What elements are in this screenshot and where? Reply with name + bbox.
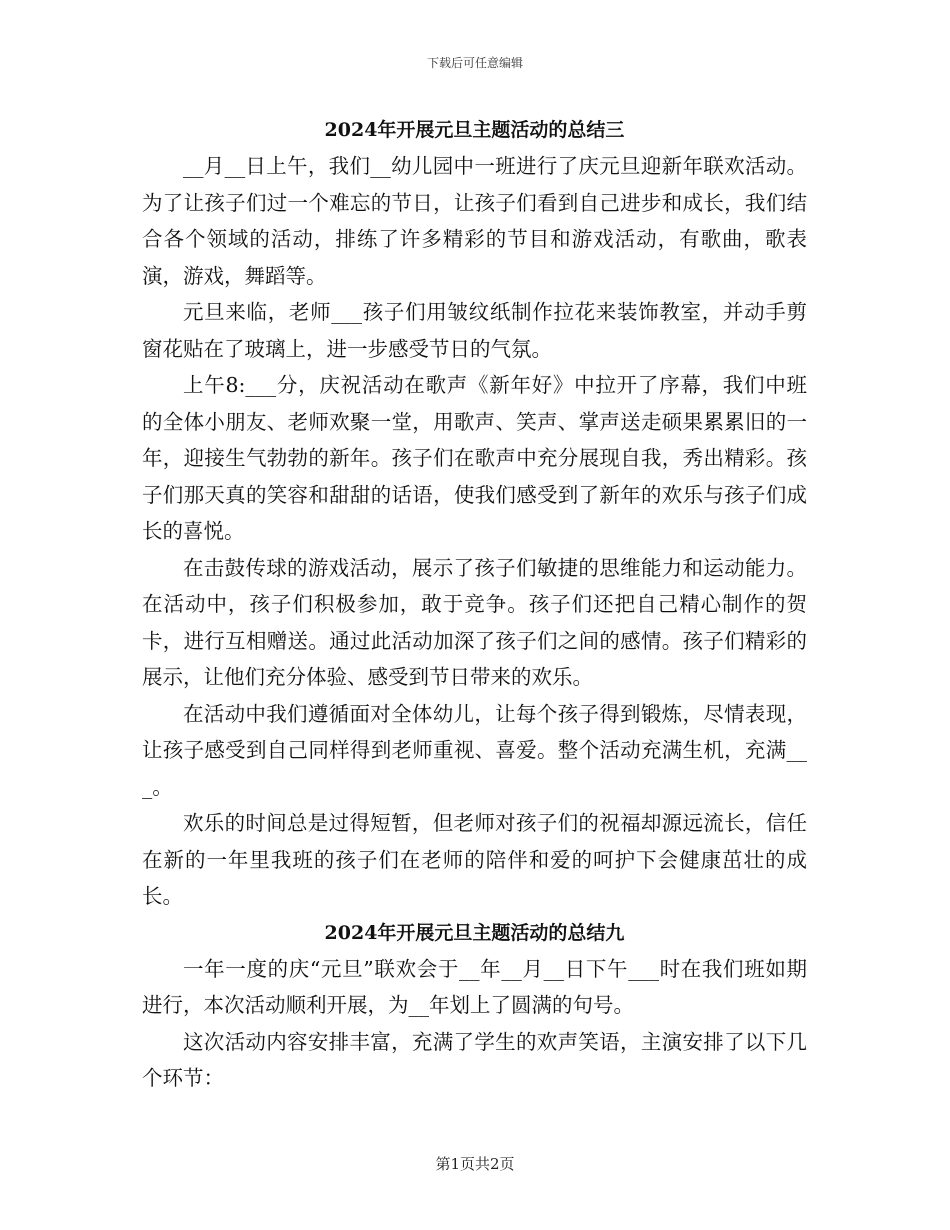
section-title: 2024年开展元旦主题活动的总结九 <box>324 921 625 944</box>
paragraph: 一年一度的庆“元旦”联欢会于__年__月__日下午___时在我们班如期进行，本次活动顺利开展，为__年划上了圆满的句号。 <box>142 956 807 1017</box>
section-title: 2024年开展元旦主题活动的总结三 <box>324 119 625 141</box>
paragraph: 这次活动内容安排丰富，充满了学生的欢声笑语，主演安排了以下几个环节： <box>142 1029 807 1090</box>
paragraph: 在活动中我们遵循面对全体幼儿，让每个孩子得到锻炼，尽情表现，让孩子感受到自己同样得到老师重视、喜爱。整个活动充满生机，充满___。 <box>142 701 807 799</box>
paragraph: 上午8:___分，庆祝活动在歌声《新年好》中拉开了序幕，我们中班的全体小朋友、老师欢聚一堂，用歌声、笑声、掌声送走硕果累累旧的一年，迎接生气勃勃的新年。孩子们在歌声中充分展现自我，秀出精彩。孩子们那天真的笑容和甜甜的话语，使我们感受到了新年的欢乐与孩子们成长的喜悦。 <box>142 373 807 543</box>
document-body <box>142 112 807 1097</box>
paragraph: __月__日上午，我们__幼儿园中一班进行了庆元旦迎新年联欢活动。为了让孩子们过一个难忘的节日，让孩子们看到自己进步和成长，我们结合各个领域的活动，排练了许多精彩的节目和游戏活动，有歌曲，歌表演，游戏，舞蹈等。 <box>142 154 807 288</box>
paragraph: 元旦来临，老师___孩子们用皱纹纸制作拉花来装饰教室，并动手剪窗花贴在了玻璃上，进一步感受节日的气氛。 <box>142 300 807 361</box>
paragraph: 欢乐的时间总是过得短暂，但老师对孩子们的祝福却源远流长，信任在新的一年里我班的孩子们在老师的陪伴和爱的呵护下会健康茁壮的成长。 <box>142 811 807 908</box>
page-header-note: 下载后可任意编辑 <box>426 56 523 70</box>
paragraph: 在击鼓传球的游戏活动，展示了孩子们敏捷的思维能力和运动能力。在活动中，孩子们积极参加，敢于竞争。孩子们还把自己精心制作的贺卡，进行互相赠送。通过此活动加深了孩子们之间的感情。孩子们精彩的展示，让他们充分体验、感受到节日带来的欢乐。 <box>142 555 807 689</box>
page-number: 第1页共2页 <box>435 1155 515 1173</box>
